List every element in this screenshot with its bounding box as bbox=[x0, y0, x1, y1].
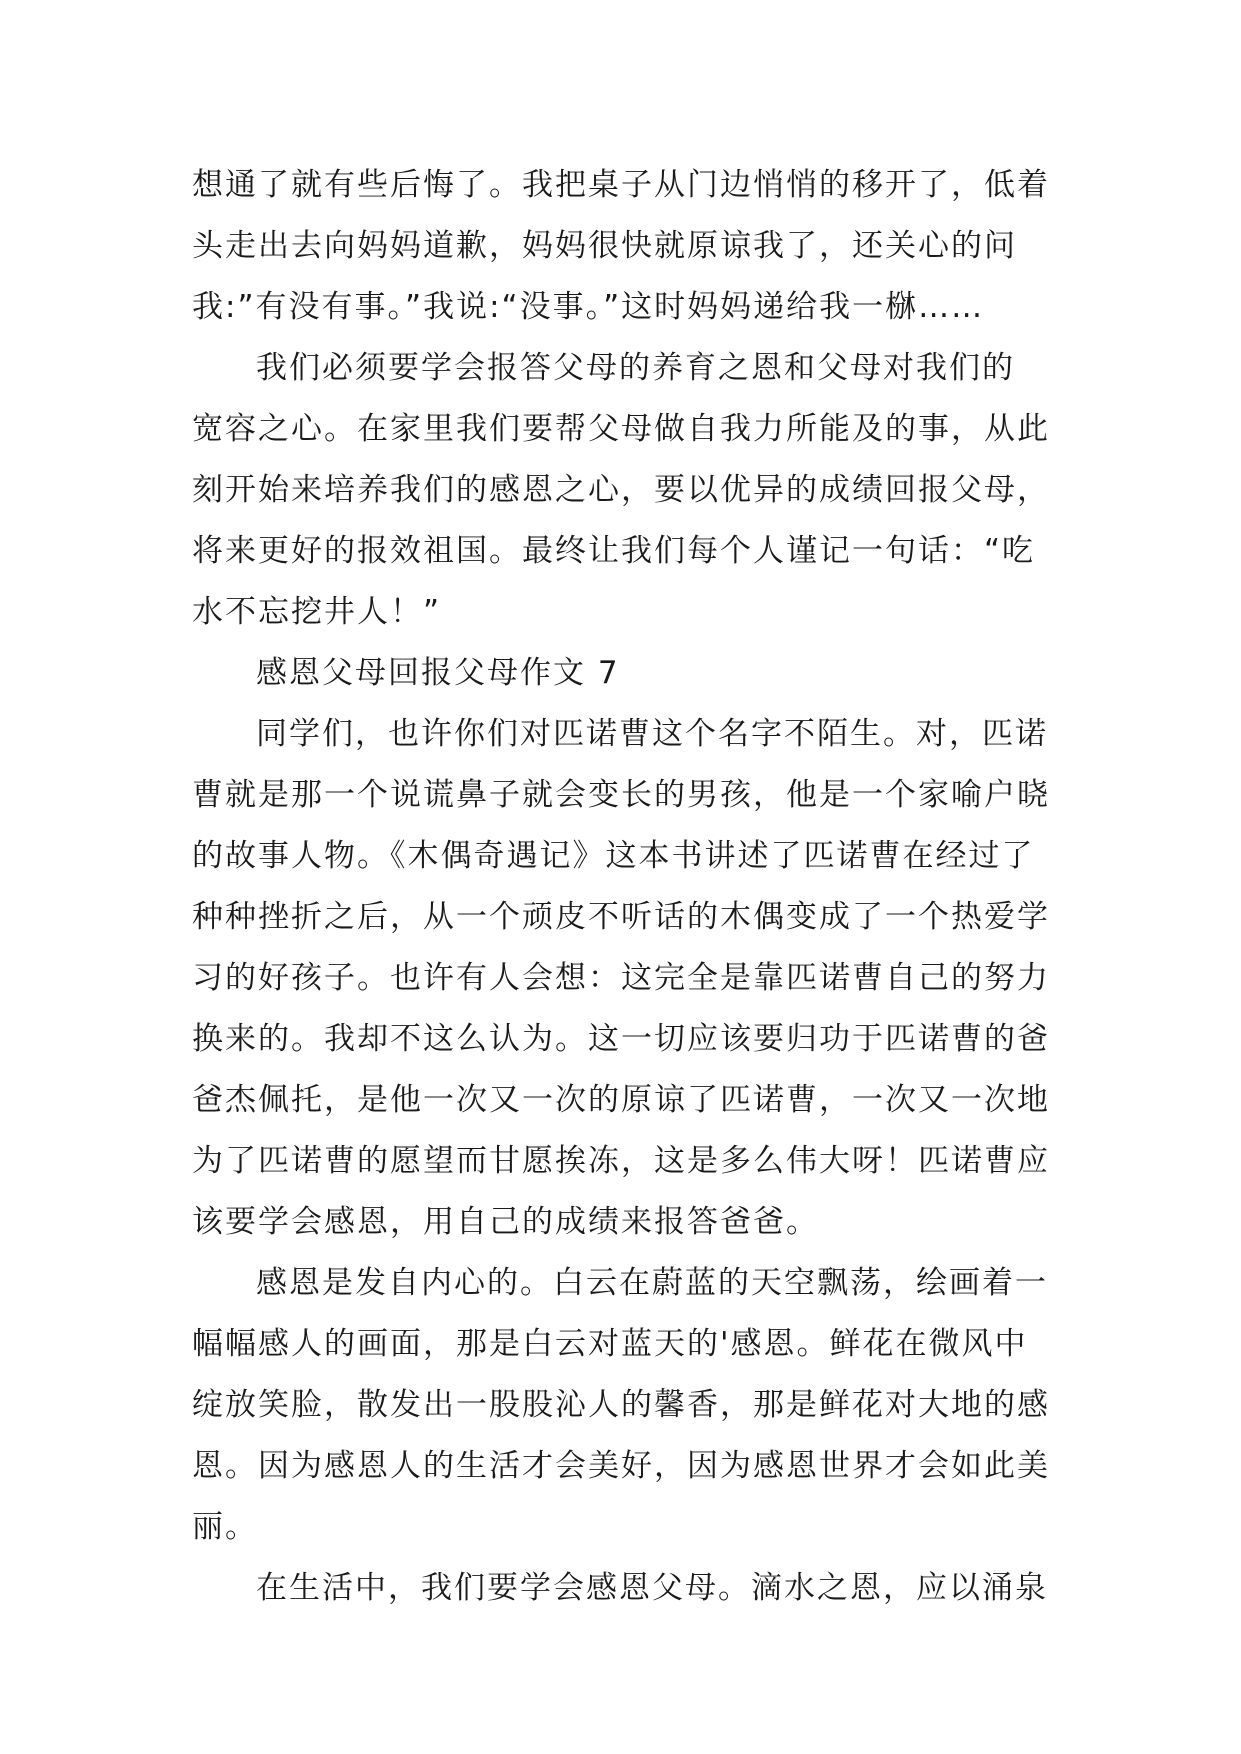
text-line: 为了匹诺曹的愿望而甘愿挨冻，这是多么伟大呀！匹诺曹应 bbox=[192, 1143, 1050, 1179]
text-line: 曹就是那一个说谎鼻子就会变长的男孩，他是一个家喻户晓 bbox=[192, 777, 1050, 813]
text-line: 宽容之心。在家里我们要帮父母做自我力所能及的事，从此 bbox=[192, 411, 1050, 447]
text-line: 种种挫折之后，从一个顽皮不听话的木偶变成了一个热爱学 bbox=[192, 899, 1050, 935]
section-heading: 感恩父母回报父母作文 7 bbox=[256, 655, 620, 691]
text-line: 我:”有没有事。”我说:“没事。”这时妈妈递给我一椕…… bbox=[192, 289, 985, 325]
text-line: 爸杰佩托，是他一次又一次的原谅了匹诺曹，一次又一次地 bbox=[192, 1082, 1050, 1118]
text-line: 绽放笑脸，散发出一股股沁人的馨香，那是鲜花对大地的感 bbox=[192, 1387, 1050, 1423]
text-line: 头走出去向妈妈道歉，妈妈很快就原谅我了，还关心的问 bbox=[192, 228, 1017, 264]
text-line: 换来的。我却不这么认为。这一切应该要归功于匹诺曹的爸 bbox=[192, 1021, 1050, 1057]
text-line: 水不忘挖井人！” bbox=[192, 594, 442, 630]
paragraph-first-line: 我们必须要学会报答父母的养育之恩和父母对我们的 bbox=[256, 350, 1015, 386]
text-line: 将来更好的报效祖国。最终让我们每个人谨记一句话：“吃 bbox=[192, 533, 1036, 569]
text-line: 想通了就有些后悔了。我把桌子从门边悄悄的移开了，低着 bbox=[192, 167, 1050, 203]
text-line: 习的好孩子。也许有人会想：这完全是靠匹诺曹自己的努力 bbox=[192, 960, 1050, 996]
text-line: 该要学会感恩，用自己的成绩来报答爸爸。 bbox=[192, 1204, 819, 1240]
document-body bbox=[192, 155, 1057, 1619]
text-line: 刻开始来培养我们的感恩之心，要以优异的成绩回报父母， bbox=[192, 472, 1050, 508]
text-line: 恩。因为感恩人的生活才会美好，因为感恩世界才会如此美 bbox=[192, 1448, 1050, 1484]
text-line: 幅幅感人的画面，那是白云对蓝天的'感恩。鲜花在微风中 bbox=[192, 1326, 1028, 1362]
text-line: 丽。 bbox=[192, 1509, 258, 1545]
paragraph-first-line: 在生活中，我们要学会感恩父母。滴水之恩，应以涌泉 bbox=[256, 1570, 1048, 1606]
text-line: 的故事人物。《木偶奇遇记》这本书讲述了匹诺曹在经过了 bbox=[192, 838, 1035, 874]
paragraph-first-line: 同学们，也许你们对匹诺曹这个名字不陌生。对，匹诺 bbox=[256, 716, 1048, 752]
paragraph-first-line: 感恩是发自内心的。白云在蔚蓝的天空飘荡，绘画着一 bbox=[256, 1265, 1048, 1301]
